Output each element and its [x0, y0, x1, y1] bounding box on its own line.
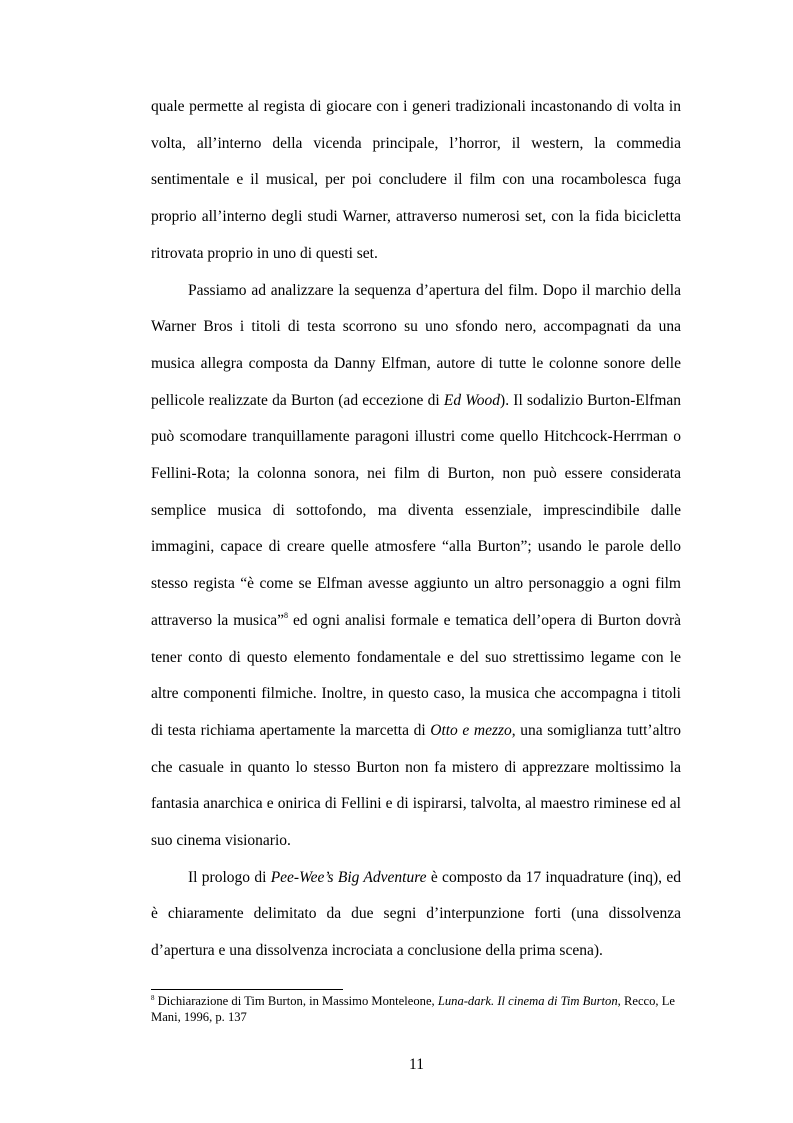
- footnote-number: 8: [151, 994, 155, 1002]
- paragraph-1: [151, 89, 681, 273]
- p3-text-2: è composto da 17 inquadrature (inq), ed è chiaramente delimitato da due segni d’interpunzione forti (una dissolvenza d’apertura e una dissolvenza incrociata a conclusione della prima scena).: [151, 868, 682, 960]
- footnote-text-after: , Recco, Le Mani, 1996, p. 137: [151, 994, 675, 1024]
- paragraph-3: [151, 860, 681, 970]
- p1-text: quale permette al regista di giocare con i generi tradizionali incastonando di volta in volta, all’interno della vicenda principale, l’horror, il western, la commedia sentimentale e il musical, per poi concludere il film con una rocambolesca fuga proprio all’interno degli studi Warner, attraverso numerosi set, con la fida bicicletta ritrovata proprio in uno di questi set.: [151, 98, 681, 262]
- film-title-pee-wee: Pee-Wee’s Big Adventure: [270, 868, 427, 886]
- film-title-otto-e-mezzo: Otto e mezzo: [430, 721, 512, 739]
- footnote: [151, 993, 681, 1025]
- p2-text-2: ). Il sodalizio Burton-Elfman può scomodare tranquillamente paragoni illustri come quello Hitchcock-Herrman o Fellini-Rota; la colonna sonora, nei film di Burton, non può essere considerata semplice musica di sottofondo, ma diventa essenziale, imprescindibile dalle immagini, capace di creare quelle atmosfere “alla Burton”; usando le parole dello stesso regista “è come se Elfman avesse aggiunto un altro personaggio a ogni film attraverso la musica”: [151, 391, 681, 629]
- page-number: 11: [409, 1056, 424, 1073]
- p3-text-1: Il prologo di: [188, 868, 271, 886]
- p2-text-3: ed ogni analisi formale e tematica dell’opera di Burton dovrà tener conto di questo elemento fondamentale e del suo strettissimo legame con le altre componenti filmiche. Inoltre, in questo caso, la musica che accompagna i titoli di testa richiama apertamente la marcetta di: [151, 611, 682, 739]
- p2-text-1: Passiamo ad analizzare la sequenza d’apertura del film. Dopo il marchio della Warner Bros i titoli di testa scorrono su uno sfondo nero, accompagnati da una musica allegra composta da Danny Elfman, autore di tutte le colonne sonore delle pellicole realizzate da Burton (ad eccezione di: [151, 281, 681, 409]
- p2-text-4: , una somiglianza tutt’altro che casuale in quanto lo stesso Burton non fa mistero di apprezzare moltissimo la fantasia anarchica e onirica di Fellini e di ispirarsi, talvolta, al maestro riminese ed al suo cinema visionario.: [151, 721, 681, 850]
- footnote-reference-8: 8: [284, 610, 288, 620]
- footnote-text-before: Dichiarazione di Tim Burton, in Massimo Monteleone,: [154, 994, 438, 1008]
- footnote-book-title: Luna-dark. Il cinema di Tim Burton: [437, 994, 618, 1008]
- footnote-separator: [151, 989, 343, 990]
- body-text: [151, 89, 681, 970]
- paragraph-2: [151, 273, 681, 860]
- film-title-ed-wood: Ed Wood: [443, 391, 501, 409]
